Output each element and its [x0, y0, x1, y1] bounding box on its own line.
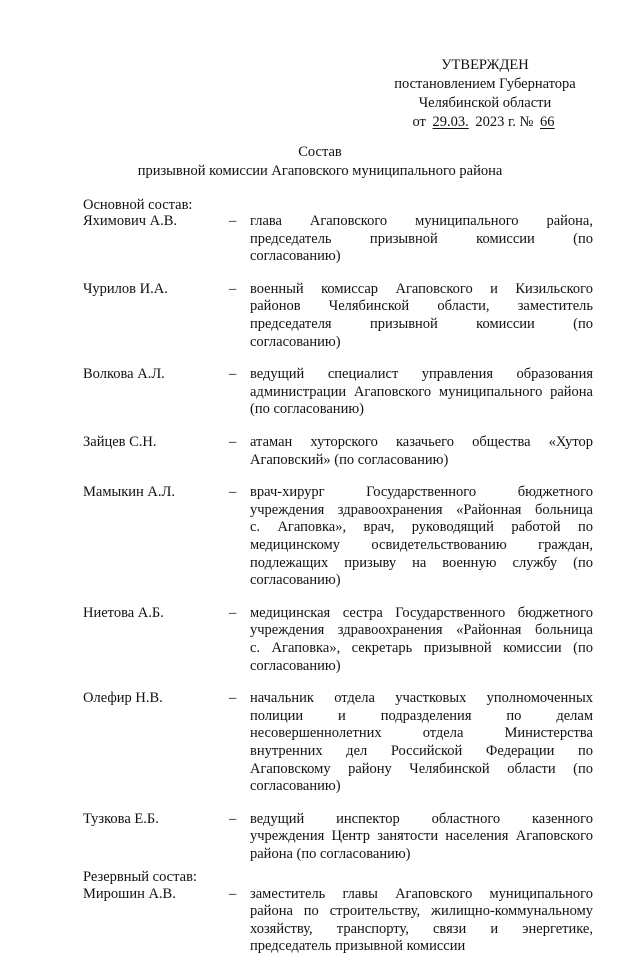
main-composition-heading: Основной состав:	[83, 197, 193, 213]
member-name: Зайцев С.Н.	[83, 434, 157, 450]
position-line: атаман хуторского казачьего общества «Хутор	[250, 434, 593, 450]
member-position	[250, 690, 593, 796]
position-line: заместитель главы Агаповского муниципального	[250, 885, 593, 902]
dash-separator: –	[229, 810, 237, 827]
dash-separator: –	[229, 213, 237, 229]
member-name: Мирошин А.В.	[83, 885, 176, 902]
member-position	[250, 434, 593, 469]
member-position	[250, 886, 593, 956]
position-line: администрации Агаповского муниципального района	[250, 383, 593, 400]
position-line: ведущий специалист управления образования	[250, 366, 593, 383]
approval-date-line	[380, 113, 590, 132]
position-line: (по согласованию)	[250, 401, 364, 418]
position-line: согласованию)	[250, 333, 341, 350]
position-line: медицинскому освидетельствованию граждан,	[250, 536, 593, 553]
dash-separator: –	[229, 366, 237, 383]
approval-basis: постановлением Губернатора	[394, 76, 576, 92]
member-position	[250, 811, 593, 864]
dash-separator: –	[229, 604, 237, 621]
position-line: начальник отдела участковых уполномоченных	[250, 690, 593, 707]
member-position	[250, 281, 593, 351]
dash-separator: –	[229, 280, 237, 297]
member-position	[250, 213, 593, 266]
approval-number: 66	[540, 114, 555, 130]
title-line-2: призывной комиссии Агаповского муниципального района	[137, 163, 503, 179]
position-line: учреждения здравоохранения «Районная больница	[250, 622, 593, 639]
position-line: с. Агаповка», секретарь призывной комиссии (по	[250, 639, 593, 656]
dash-separator: –	[229, 434, 237, 450]
position-line: подлежащих призыву на военную службу (по	[250, 554, 593, 571]
member-position	[250, 366, 593, 419]
dash-separator: –	[229, 885, 237, 902]
approval-date-prefix: от	[412, 114, 426, 130]
approval-year: 2023 г. №	[475, 114, 534, 130]
position-line: медицинская сестра Государственного бюджетного	[250, 604, 593, 621]
position-line: учреждения Центр занятости населения Агаповского	[250, 828, 593, 845]
approval-heading: УТВЕРЖДЕН	[441, 57, 529, 73]
position-line: Агаповский» (по согласованию)	[250, 451, 449, 468]
member-name: Тузкова Е.Б.	[83, 810, 159, 827]
position-line: глава Агаповского муниципального района,	[250, 213, 593, 229]
title-line-1: Состав	[298, 144, 342, 160]
position-line: внутренних дел Российской Федерации по	[250, 742, 593, 759]
dash-separator: –	[229, 690, 237, 707]
member-name: Чурилов И.А.	[83, 280, 168, 297]
reserve-composition-heading: Резервный состав:	[83, 868, 197, 885]
position-line: согласованию)	[250, 248, 341, 265]
approval-region: Челябинской области	[418, 95, 552, 111]
approval-stamp	[380, 56, 590, 132]
position-line: полиции и подразделения по делам	[250, 707, 593, 724]
member-name: Яхимович А.В.	[83, 213, 178, 229]
member-name: Мамыкин А.Л.	[83, 484, 175, 501]
position-line: хозяйству, транспорту, связи и энергетике,	[250, 920, 593, 937]
position-line: ведущий инспектор областного казенного	[250, 810, 593, 827]
position-line: согласованию)	[250, 657, 341, 674]
position-line: военный комиссар Агаповского и Кизильского	[250, 280, 593, 297]
document-title	[0, 143, 640, 181]
position-line: согласованию)	[250, 778, 341, 795]
position-line: с. Агаповка», врач, руководящий работой по	[250, 519, 593, 536]
position-line: несовершеннолетних отдела Министерства	[250, 725, 593, 742]
position-line: районов Челябинской области, заместитель	[250, 298, 593, 315]
position-line: председателя призывной комиссии (по	[250, 315, 593, 332]
member-position	[250, 605, 593, 675]
position-line: района по строительству, жилищно-коммунальному	[250, 903, 593, 920]
position-line: председатель призывной комиссии	[250, 938, 466, 955]
position-line: врач-хирург Государственного бюджетного	[250, 484, 593, 501]
position-line: района (по согласованию)	[250, 845, 411, 862]
member-position	[250, 484, 593, 590]
position-line: учреждения здравоохранения «Районная больница	[250, 501, 593, 518]
member-name: Волкова А.Л.	[83, 366, 165, 383]
member-name: Олефир Н.В.	[83, 690, 163, 707]
member-name: Ниетова А.Б.	[83, 604, 164, 621]
position-line: согласованию)	[250, 572, 341, 589]
position-line: Агаповскому району Челябинской области (по	[250, 760, 593, 777]
dash-separator: –	[229, 484, 237, 501]
approval-date: 29.03.	[432, 114, 469, 130]
position-line: председатель призывной комиссии (по	[250, 230, 593, 247]
